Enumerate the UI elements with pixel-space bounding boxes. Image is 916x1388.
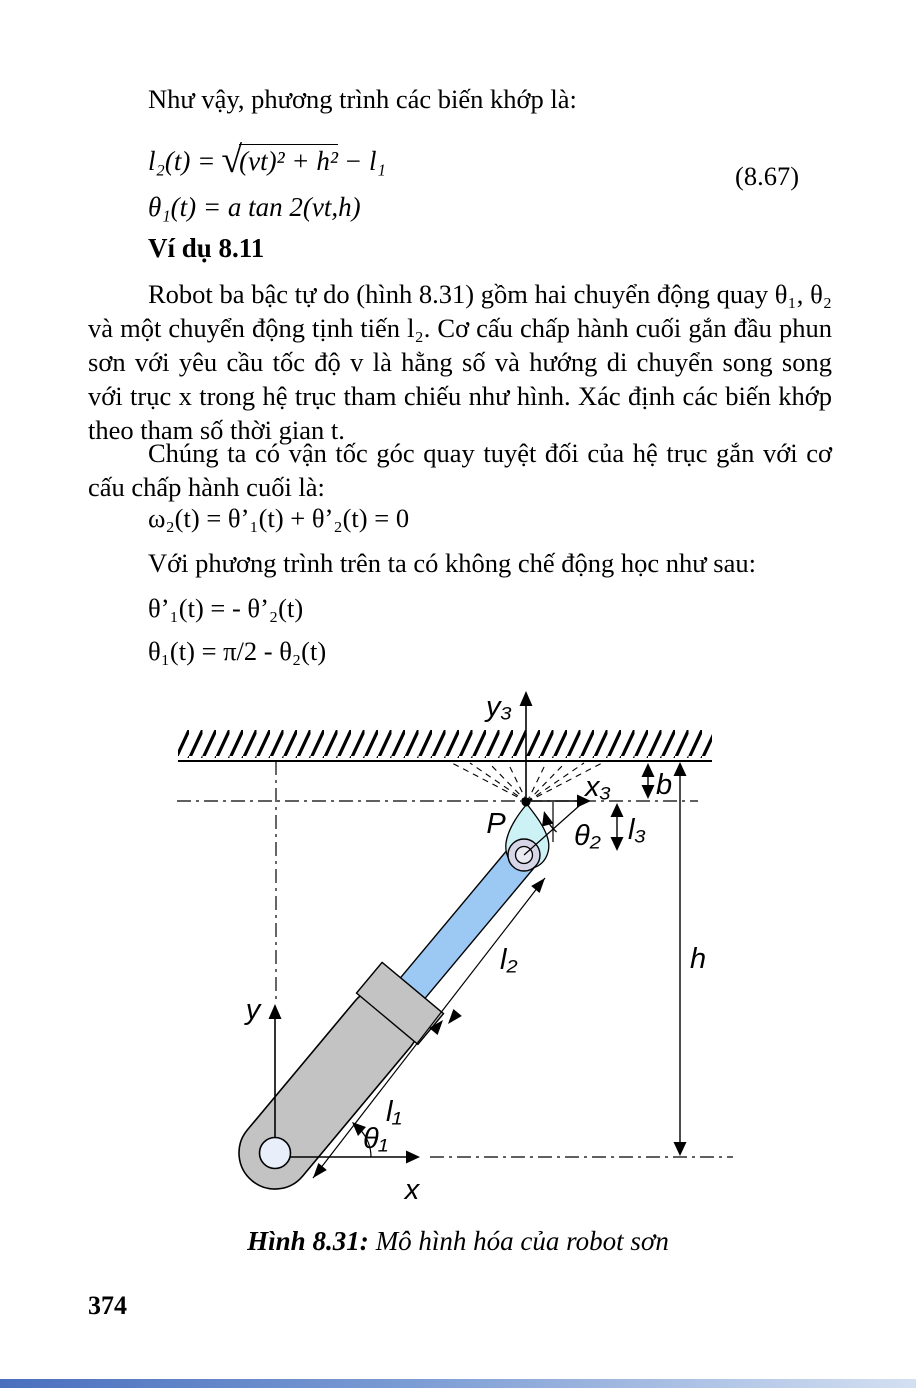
label-y3: y₃ [486, 691, 512, 723]
footer-accent-bar [0, 1379, 916, 1388]
eq-lhs: l₂(t) = [148, 146, 216, 176]
equation-l2 [148, 136, 386, 180]
label-h: h [690, 943, 707, 975]
label-b: b [656, 769, 673, 801]
ceiling-hatching [178, 730, 712, 761]
radicand: (vt)² + h² [239, 146, 338, 176]
label-l2: l₂ [500, 944, 518, 976]
example-heading: Ví dụ 8.11 [148, 233, 265, 263]
dimension-b [642, 763, 655, 799]
end-effector [506, 798, 549, 872]
figure-robot-diagram [120, 682, 810, 1210]
label-l3: l₃ [628, 814, 646, 846]
dimension-l3 [611, 803, 624, 851]
page-number: 374 [88, 1291, 127, 1320]
label-x: x [404, 1174, 420, 1206]
paragraph-velocity: Chúng ta có vận tốc góc quay tuyệt đối của hệ trục gắn với cơ cấu chấp hành cuối là: [88, 438, 832, 502]
dimension-h [674, 762, 687, 1156]
equation-omega: ω₂(t) = θ’₁(t) + θ’₂(t) = 0 [148, 503, 410, 533]
label-theta2: θ₂ [574, 820, 601, 852]
point-P-dot [522, 798, 531, 807]
radical-sign: √ [221, 138, 243, 181]
caption-text: Mô hình hóa của robot sơn [375, 1226, 669, 1256]
arrow-up-icon [520, 691, 533, 706]
paragraph-constraint: Với phương trình trên ta có không chế động học như sau: [148, 548, 756, 578]
label-x3: x₃ [585, 771, 611, 803]
equation-theta-prime: θ’₁(t) = - θ’₂(t) [148, 593, 304, 623]
arrow-right-icon [406, 1151, 420, 1164]
paragraph-problem: Robot ba bậc tự do (hình 8.31) gồm hai chuyển động quay θ₁, θ₂ và một chuyển động tịnh tiến l₂. Cơ cấu chấp hành cuối gắn đầu phun sơn với yêu cầu tốc độ v là hằng số và hướng di chuyển song song với trục x trong hệ trục tham chiếu như hình. Xác định các biến khớp theo tham số thời gian t. [88, 279, 832, 445]
equation-theta1-pi2: θ₁(t) = π/2 - θ₂(t) [148, 636, 327, 666]
equation-theta1-atan2: θ₁(t) = a tan 2(vt,h) [148, 192, 361, 222]
paragraph-intro: Như vậy, phương trình các biến khớp là: [148, 84, 577, 114]
label-theta1: θ₁ [363, 1123, 388, 1155]
equation-number: (8.67) [735, 161, 800, 191]
base-joint [260, 1138, 291, 1169]
label-P: P [486, 808, 506, 840]
label-y: y [245, 994, 261, 1026]
label-l1: l₁ [386, 1096, 402, 1128]
eq-tail: − l₁ [343, 146, 386, 176]
caption-label: Hình 8.31: [247, 1226, 369, 1256]
figure-caption [0, 1226, 916, 1257]
arrow-up-icon [269, 1004, 282, 1019]
